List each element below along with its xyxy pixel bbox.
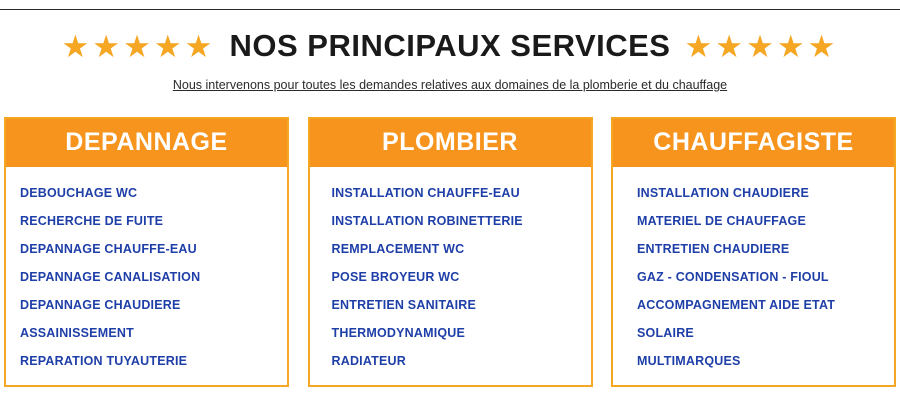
list-item[interactable]: MULTIMARQUES: [637, 354, 741, 368]
list-item[interactable]: DEBOUCHAGE WC: [20, 186, 138, 200]
list-item[interactable]: DEPANNAGE CANALISATION: [20, 270, 201, 284]
list-item[interactable]: DEPANNAGE CHAUFFE-EAU: [20, 242, 197, 256]
service-card-body: [613, 167, 894, 385]
page-title: NOS PRINCIPAUX SERVICES: [229, 28, 671, 63]
list-item[interactable]: DEPANNAGE CHAUDIERE: [20, 298, 181, 312]
service-card-body: [6, 167, 287, 385]
service-card-chauffagiste: [611, 117, 896, 387]
service-card-title: CHAUFFAGISTE: [613, 119, 894, 167]
service-card-plombier: [308, 117, 593, 387]
list-item[interactable]: POSE BROYEUR WC: [331, 270, 460, 284]
list-item[interactable]: RECHERCHE DE FUITE: [20, 214, 164, 228]
services-columns: [0, 117, 900, 387]
service-card-body: [310, 167, 591, 385]
service-list: [310, 179, 591, 375]
list-item[interactable]: THERMODYNAMIQUE: [331, 326, 466, 340]
list-item[interactable]: REPARATION TUYAUTERIE: [20, 354, 188, 368]
stars-right-icon: ★★★★★: [684, 28, 839, 64]
list-item[interactable]: MATERIEL DE CHAUFFAGE: [637, 214, 807, 228]
list-item[interactable]: RADIATEUR: [331, 354, 406, 368]
stars-left-icon: ★★★★★: [61, 28, 216, 64]
list-item[interactable]: INSTALLATION CHAUFFE-EAU: [331, 186, 520, 200]
list-item[interactable]: INSTALLATION CHAUDIERE: [637, 186, 809, 200]
list-item[interactable]: SOLAIRE: [637, 326, 694, 340]
top-divider: [0, 9, 900, 10]
list-item[interactable]: ACCOMPAGNEMENT AIDE ETAT: [637, 298, 836, 312]
service-list: [6, 179, 287, 375]
title-row: [0, 28, 900, 64]
service-list: [613, 179, 894, 375]
list-item[interactable]: ASSAINISSEMENT: [20, 326, 134, 340]
list-item[interactable]: ENTRETIEN CHAUDIERE: [637, 242, 790, 256]
list-item[interactable]: ENTRETIEN SANITAIRE: [331, 298, 477, 312]
page-header: [0, 0, 900, 92]
page-subtitle: Nous intervenons pour toutes les demandes relatives aux domaines de la plomberie et du chauffage: [172, 78, 728, 92]
list-item[interactable]: INSTALLATION ROBINETTERIE: [331, 214, 523, 228]
service-card-title: DEPANNAGE: [6, 119, 287, 167]
list-item[interactable]: GAZ - CONDENSATION - FIOUL: [637, 270, 829, 284]
service-card-depannage: [4, 117, 289, 387]
service-card-title: PLOMBIER: [310, 119, 591, 167]
list-item[interactable]: REMPLACEMENT WC: [331, 242, 465, 256]
